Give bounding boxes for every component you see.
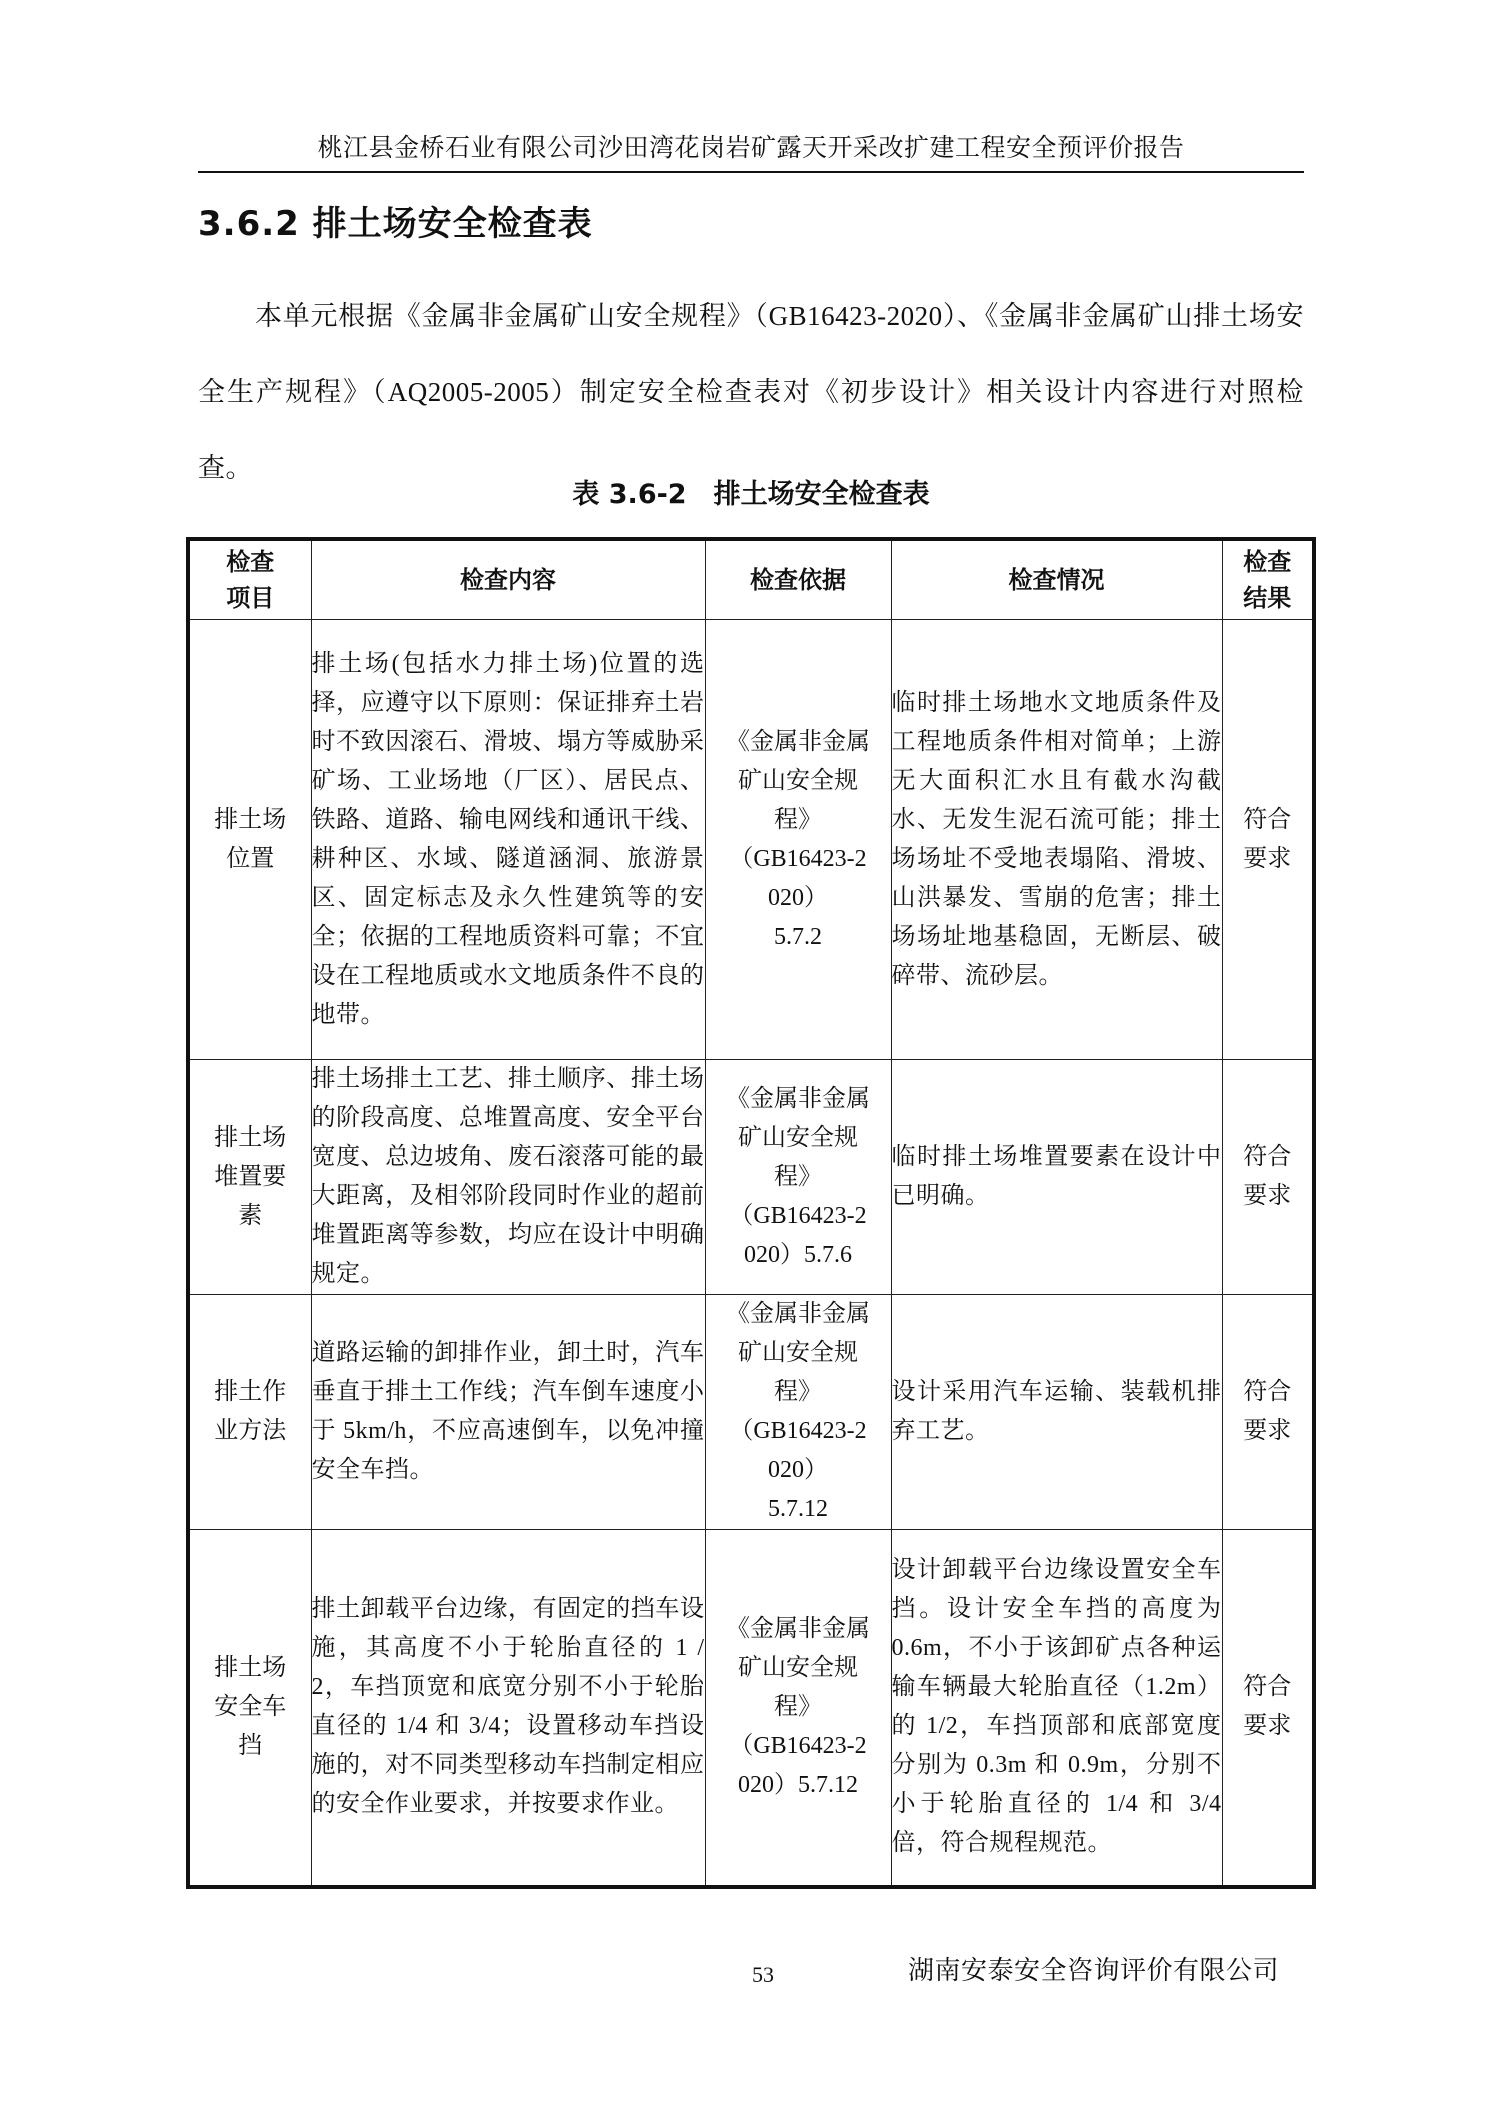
page-number: 53	[752, 1962, 774, 1987]
check-result: 符合 要求	[1222, 620, 1314, 1060]
table-row	[188, 620, 1314, 1060]
check-situation: 临时排土场堆置要素在设计中已明确。	[891, 1060, 1222, 1295]
check-content: 排土场(包括水力排土场)位置的选择，应遵守以下原则：保证排弃土岩时不致因滚石、滑坡、塌方等威胁采矿场、工业场地（厂区）、居民点、铁路、道路、输电网线和通讯干线、耕种区、水域、隧道涵洞、旅游景区、固定标志及永久性建筑等的安全；依据的工程地质资料可靠；不宜设在工程地质或水文地质条件不良的地带。	[311, 620, 705, 1060]
safety-check-table	[186, 537, 1316, 1889]
section-title: 3.6.2 排土场安全检查表	[198, 204, 593, 244]
check-result: 符合 要求	[1222, 1295, 1314, 1530]
table-row	[188, 1295, 1314, 1530]
header-result: 检查 结果	[1222, 539, 1314, 620]
check-result: 符合 要求	[1222, 1060, 1314, 1295]
table-row	[188, 1530, 1314, 1887]
check-content: 排土场排土工艺、排土顺序、排土场的阶段高度、总堆置高度、安全平台宽度、总边坡角、废石滚落可能的最大距离，及相邻阶段同时作业的超前堆置距离等参数，均应在设计中明确规定。	[311, 1060, 705, 1295]
table-row	[188, 1060, 1314, 1295]
check-item: 排土场 堆置要 素	[188, 1060, 311, 1295]
table-caption: 表 3.6-2 排土场安全检查表	[572, 479, 930, 510]
check-item: 排土作 业方法	[188, 1295, 311, 1530]
running-header: 桃江县金桥石业有限公司沙田湾花岗岩矿露天开采改扩建工程安全预评价报告	[317, 135, 1185, 162]
header-item: 检查 项目	[188, 539, 311, 620]
check-situation: 设计卸载平台边缘设置安全车挡。设计安全车挡的高度为 0.6m，不小于该卸矿点各种运输车辆最大轮胎直径（1.2m）的 1/2，车挡顶部和底部宽度分别为 0.3m 和 0.9m，分别不小于轮胎直径的 1/4 和 3/4 倍，符合规程规范。	[891, 1530, 1222, 1887]
check-item: 排土场 安全车 挡	[188, 1530, 311, 1887]
header-basis: 检查依据	[705, 539, 891, 620]
check-item: 排土场 位置	[188, 620, 311, 1060]
check-situation: 设计采用汽车运输、装载机排弃工艺。	[891, 1295, 1222, 1530]
intro-paragraph: 本单元根据《金属非金属矿山安全规程》（GB16423-2020）、《金属非金属矿山排土场安全生产规程》（AQ2005-2005）制定安全检查表对《初步设计》相关设计内容进行对照检查。	[198, 301, 1304, 483]
check-result: 符合 要求	[1222, 1530, 1314, 1887]
check-basis: 《金属非金属 矿山安全规 程》 （GB16423-2 020）5.7.6	[705, 1060, 891, 1295]
header-content: 检查内容	[311, 539, 705, 620]
check-basis: 《金属非金属 矿山安全规 程》 （GB16423-2 020）5.7.12	[705, 1530, 891, 1887]
check-situation: 临时排土场地水文地质条件及工程地质条件相对简单；上游无大面积汇水且有截水沟截水、无发生泥石流可能；排土场场址不受地表塌陷、滑坡、山洪暴发、雪崩的危害；排土场场址地基稳固，无断层、破碎带、流砂层。	[891, 620, 1222, 1060]
check-content: 道路运输的卸排作业，卸土时，汽车垂直于排土工作线；汽车倒车速度小于 5km/h，不应高速倒车，以免冲撞安全车挡。	[311, 1295, 705, 1530]
check-basis: 《金属非金属 矿山安全规 程》 （GB16423-2 020） 5.7.12	[705, 1295, 891, 1530]
table-header-row	[188, 539, 1314, 620]
header-situation: 检查情况	[891, 539, 1222, 620]
header-rule	[198, 171, 1304, 173]
check-content: 排土卸载平台边缘，有固定的挡车设施，其高度不小于轮胎直径的 1 / 2，车挡顶宽和底宽分别不小于轮胎直径的 1/4 和 3/4；设置移动车挡设施的，对不同类型移动车挡制定相应的安全作业要求，并按要求作业。	[311, 1530, 705, 1887]
footer-company: 湖南安泰安全咨询评价有限公司	[908, 1956, 1280, 1985]
check-basis: 《金属非金属 矿山安全规 程》 （GB16423-2 020） 5.7.2	[705, 620, 891, 1060]
